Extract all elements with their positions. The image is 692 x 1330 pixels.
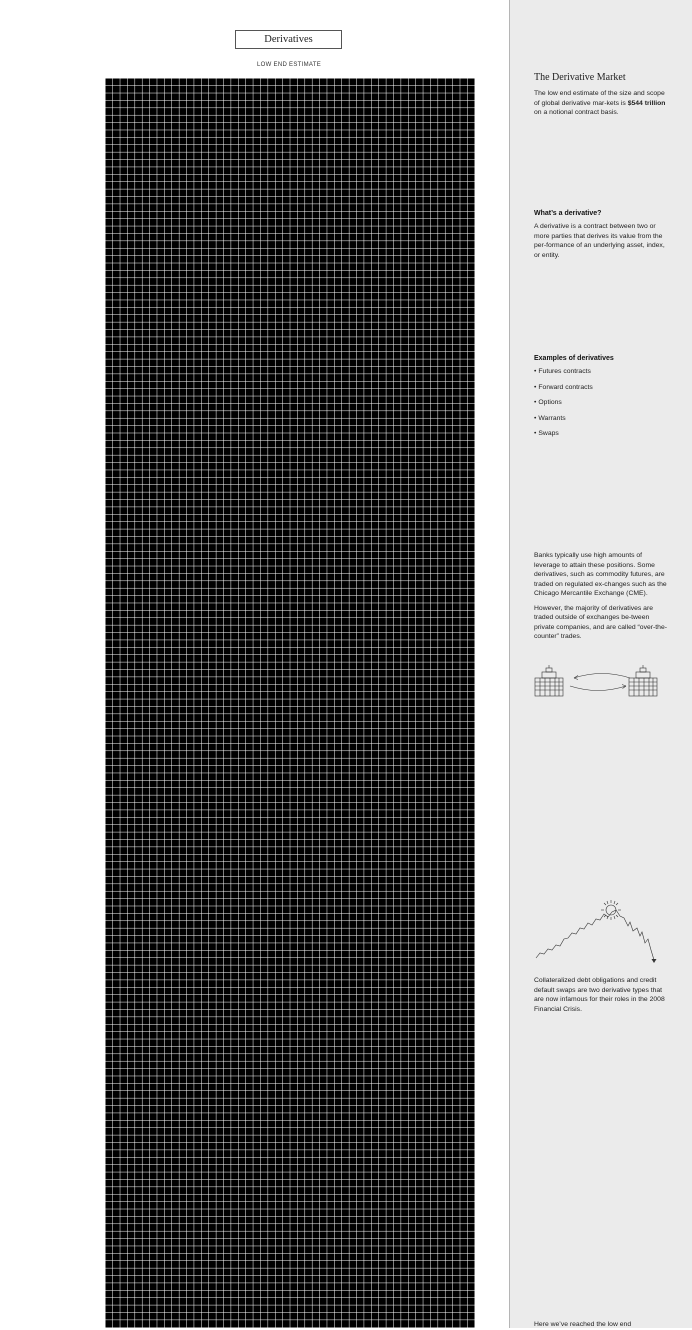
- list-item-label: Swaps: [538, 430, 559, 438]
- explosion-icon: [601, 900, 621, 920]
- list-item-label: Forward contracts: [538, 383, 593, 391]
- crisis-text: Collateralized debt obligations and credit default swaps are two derivative types that are now infamous for their roles in the 2008 Financial Crisis.: [534, 977, 665, 1013]
- definition-text: A derivative is a contract between two or more parties that derives its value from the per-formance of an underlying asset, index, or entity.: [534, 223, 665, 259]
- building-icon: [535, 665, 563, 696]
- list-item: [534, 367, 668, 376]
- crisis-section: [534, 976, 668, 1014]
- bullet: •: [534, 414, 537, 422]
- intro-text: [534, 89, 668, 118]
- footer-text: Here we’ve reached the low end: [534, 1321, 632, 1328]
- market-size-value: $544 trillion: [627, 99, 666, 107]
- list-item-label: Options: [538, 399, 562, 407]
- page-subtitle: LOW END ESTIMATE: [256, 62, 322, 68]
- sidebar[interactable]: [509, 0, 692, 1328]
- list-item: [534, 414, 668, 423]
- list-item-label: Warrants: [538, 414, 566, 422]
- footer-section: [534, 1320, 668, 1330]
- list-item: [534, 398, 668, 407]
- intro-text-end: on a notional contract basis.: [534, 109, 619, 116]
- otc-trade-illustration: [534, 664, 658, 698]
- list-item: [534, 383, 668, 392]
- intro-heading: The Derivative Market: [534, 72, 626, 83]
- definition-heading: What’s a derivative?: [534, 210, 602, 217]
- intro-section: [534, 72, 668, 118]
- building-icon: [629, 665, 657, 696]
- examples-section: [534, 355, 668, 445]
- bullet: •: [534, 430, 537, 438]
- exchanges-section: [534, 551, 668, 642]
- bullet: •: [534, 383, 537, 391]
- swap-arrows-icon: [570, 674, 630, 691]
- definition-section: [534, 210, 668, 260]
- page-title: Derivatives: [235, 30, 342, 49]
- otc-paragraph: However, the majority of derivatives are traded outside of exchanges be-tween private companies, and are called “over-the-counter” trades.: [534, 604, 667, 640]
- crisis-illustration: [534, 898, 660, 964]
- exchanges-paragraph: Banks typically use high amounts of leverage to attain these positions. Some derivatives, such as commodity futures, are traded on regulated ex-changes such as the Chicago Mercantile Exchange (CME).: [534, 552, 667, 597]
- examples-list: [534, 367, 668, 438]
- intro-text-start: The low end estimate of the size and scope of global derivative mar-kets is: [534, 90, 665, 107]
- bullet: •: [534, 368, 537, 375]
- list-item-label: Futures contracts: [538, 368, 591, 375]
- list-item: [534, 429, 668, 438]
- examples-heading: Examples of derivatives: [534, 355, 614, 362]
- dollar-block-grid: [105, 78, 475, 1328]
- market-crash-line-icon: [536, 910, 654, 960]
- arrow-down-icon: [652, 959, 657, 963]
- bullet: •: [534, 399, 537, 407]
